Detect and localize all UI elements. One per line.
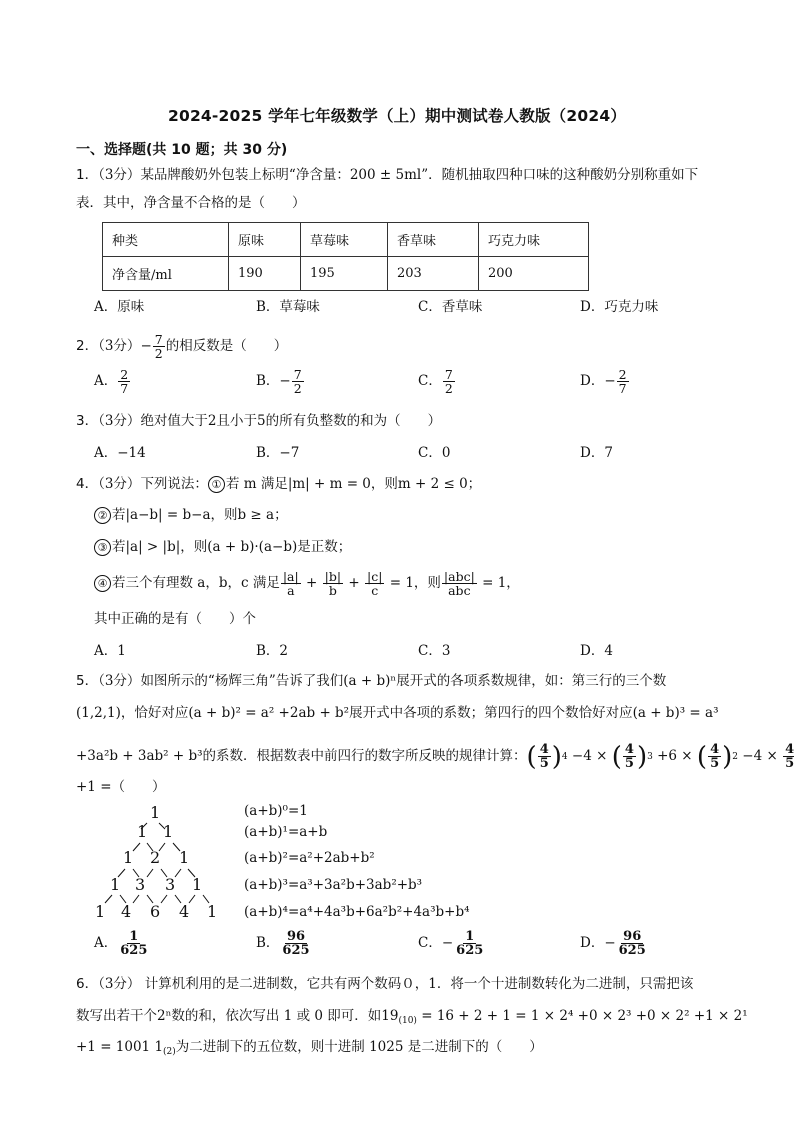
q6-number: 6． [76, 976, 99, 992]
triangle-number: 4 [121, 902, 132, 921]
q1-number: 1． [76, 167, 99, 183]
numerator: 1 [465, 929, 475, 944]
triangle-number: 1 [163, 822, 174, 841]
q6-score: （3分） [98, 976, 141, 992]
q5-option-a[interactable] [94, 930, 150, 957]
q6-line1 [76, 975, 693, 993]
triangle-number: 6 [150, 902, 161, 921]
formula-row: (a+b)¹=a+b [244, 824, 328, 840]
option-label: B． [256, 373, 280, 389]
table-cell: 203 [388, 257, 479, 291]
numerator: 2 [120, 367, 129, 382]
triangle-number: 3 [165, 875, 176, 894]
numerator: 1 [129, 929, 139, 944]
option-sign: − [441, 935, 454, 951]
q1-line2: 表．其中，净含量不合格的是（ ） [76, 195, 306, 211]
q2-line [76, 333, 287, 360]
q1-option-d[interactable]: D．巧克力味 [580, 299, 659, 315]
formula-row: (a+b)²=a²+2ab+b² [244, 850, 375, 866]
q4-option-c[interactable]: C．3 [418, 643, 451, 659]
statement-text: 若三个有理数 a，b，c 满足 [112, 575, 280, 591]
triangle-number: 1 [207, 902, 218, 921]
q3-line [76, 412, 441, 430]
q2-stem-sign: − [140, 338, 152, 354]
triangle-number: 1 [137, 822, 148, 841]
q4-s4: ④ 若三个有理数 a，b，c 满足 $\frac{|a|}{a}$ + $\frac{|b|}{b}$ + $\frac{|c|}{c}$ = 1，则 $\frac{\text{|abc|}}{\text{abc}}$ = 1， [94, 568, 520, 598]
section-title: 一、选择题(共 10 题；共 30 分) [76, 142, 288, 158]
option-sign: − [604, 373, 616, 389]
denominator: c [371, 583, 379, 598]
numerator: 7 [154, 332, 163, 347]
q6-line3-text: 为二进制下的五位数，则十进制 1025 是二进制下的（ ） [175, 1039, 543, 1055]
option-label: B． [256, 935, 280, 951]
expr-term: ( $\frac{4}{5}$ ) 2 [696, 741, 739, 772]
q2-stem-fraction [153, 333, 165, 360]
table-cell: 香草味 [388, 223, 479, 257]
q3-score: （3分） [98, 413, 141, 429]
option-label: C． [418, 935, 442, 951]
triangle-number: 1 [179, 848, 190, 867]
q6-line2 [76, 1007, 748, 1025]
numerator: |a| [282, 569, 299, 584]
denominator: 2 [154, 346, 163, 361]
q1-option-b[interactable]: B．草莓味 [256, 299, 320, 315]
q4-option-a[interactable]: A．1 [94, 643, 126, 659]
denominator: b [328, 583, 337, 598]
q4-option-b[interactable]: B．2 [256, 643, 289, 659]
table-cell: 195 [301, 257, 388, 291]
q1-line1 [76, 166, 698, 184]
option-label: D． [580, 935, 605, 951]
denominator: 625 [456, 943, 484, 958]
q3-stem: 绝对值大于2且小于5的所有负整数的和为（ ） [140, 413, 442, 429]
option-fraction [443, 368, 455, 395]
q6-line2-text: 数写出若干个2ⁿ数的和，依次写出 1 或 0 即可．如19 [76, 1008, 399, 1024]
denominator: 7 [120, 381, 129, 396]
q6-stem: 计算机利用的是二进制数，它共有两个数码０，1．将一个十进制数转化为二进制，只需把该 [140, 976, 694, 992]
q3-option-b[interactable]: B．−7 [256, 445, 300, 461]
statement-text: = 1， [477, 575, 520, 591]
circled-three-icon: ③ [94, 539, 111, 556]
q1-score: （3分） [98, 167, 141, 183]
q1-option-a[interactable]: A．原味 [94, 299, 145, 315]
q5-line2: (1,2,1)，恰好对应(a + b)² = a² +2ab + b²展开式中各项的系数；第四行的四个数恰好对应(a + b)³ = a³ [76, 705, 719, 721]
numerator: 96 [623, 929, 642, 944]
q4-number: 4． [76, 476, 99, 492]
q4-s2 [94, 506, 288, 524]
page-title: 2024-2025 学年七年级数学（上）期中测试卷人教版（2024） [167, 107, 627, 125]
q5-stem: 如图所示的“杨辉三角”告诉了我们(a + b)ⁿ展开式的各项系数规律，如：第三行的三个数 [140, 673, 667, 689]
q1-stem: 某品牌酸奶外包装上标明“净含量：200 ± 5ml”．随机抽取四种口味的这种酸奶分别称重如下 [140, 167, 699, 183]
table-cell: 种类 [103, 223, 229, 257]
q4-s3 [94, 538, 351, 556]
option-sign: − [604, 935, 616, 951]
triangle-number: 1 [123, 848, 134, 867]
numerator: 2 [618, 367, 627, 382]
q4-score: （3分） [98, 476, 141, 492]
denominator: 625 [618, 943, 646, 958]
q2-stem-text: 的相反数是（ ） [165, 338, 288, 354]
q5-option-b[interactable] [256, 930, 313, 957]
fraction [281, 570, 301, 597]
option-label: D． [580, 373, 605, 389]
circled-four-icon: ④ [94, 575, 111, 592]
option-fraction [280, 930, 311, 957]
formula-row: (a+b)⁴=a⁴+4a³b+6a²b²+4a³b+b⁴ [244, 904, 470, 920]
formula-row: (a+b)⁰=1 [244, 803, 308, 819]
q1-table [102, 222, 589, 291]
option-label: C． [418, 373, 442, 389]
denominator: 2 [444, 381, 453, 396]
expr-term: ( $\frac{4}{5}$ ) 4 [526, 741, 568, 772]
subscript: (10) [398, 1016, 417, 1026]
q4-line1 [76, 475, 481, 493]
q3-number: 3． [76, 413, 99, 429]
q5-score: （3分） [98, 673, 141, 689]
yang-hui-triangle [95, 803, 235, 923]
numerator: |b| [324, 569, 342, 584]
fraction [323, 570, 343, 597]
triangle-number: 1 [192, 875, 203, 894]
numerator: 96 [286, 929, 306, 944]
option-label: A． [94, 373, 118, 389]
table-cell: 净含量/ml [103, 257, 229, 291]
denominator: 7 [618, 381, 627, 396]
triangle-number: 4 [179, 902, 190, 921]
statement-text: 若|a−b| = b−a，则b ≥ a； [112, 507, 288, 523]
fraction [365, 570, 384, 597]
statement-text: = 1，则 [385, 575, 441, 591]
q4-s1 [208, 476, 481, 492]
option-fraction [292, 368, 304, 395]
circled-one-icon: ① [208, 476, 225, 493]
q5-option-c[interactable] [418, 930, 486, 957]
triangle-number: 3 [135, 875, 146, 894]
option-fraction [454, 930, 485, 957]
denominator: 625 [282, 943, 310, 958]
q5-line1 [76, 672, 666, 690]
q4-intro: 下列说法： [140, 476, 208, 492]
table-row [103, 223, 589, 257]
q4-ask: 其中正确的是有（ ）个 [94, 611, 256, 627]
table-row [103, 257, 589, 291]
q6-line2-text: = 16 + 2 + 1 = 1 × 2⁴ +0 × 2³ +0 × 2² +1 × 2¹ [416, 1008, 748, 1024]
q1-option-c[interactable]: C．香草味 [418, 299, 483, 315]
numerator: |c| [366, 569, 383, 584]
q2-option-b[interactable] [256, 368, 305, 395]
q5-line4: +1 =（ ） [76, 779, 166, 795]
table-cell: 190 [229, 257, 301, 291]
option-fraction [617, 368, 629, 395]
subscript: (2) [163, 1047, 176, 1057]
q2-number: 2． [76, 338, 99, 354]
q6-line3 [76, 1038, 543, 1056]
triangle-number: 2 [150, 848, 161, 867]
triangle-number: 1 [110, 875, 121, 894]
q2-option-c[interactable] [418, 368, 456, 395]
q5-number: 5． [76, 673, 99, 689]
expr-term: ( $\frac{4}{5}$ ) 3 [611, 741, 653, 772]
denominator: a [287, 583, 295, 598]
triangle-number: 1 [150, 803, 161, 822]
table-cell: 原味 [229, 223, 301, 257]
formula-row: (a+b)³=a³+3a²b+3ab²+b³ [244, 877, 423, 893]
q3-option-d[interactable]: D．7 [580, 445, 613, 461]
q2-score: （3分） [98, 338, 141, 354]
q5-option-d[interactable] [580, 930, 649, 957]
denominator: 625 [120, 943, 148, 958]
table-cell: 草莓味 [301, 223, 388, 257]
numerator: 7 [444, 367, 453, 382]
q3-option-a[interactable]: A．−14 [94, 445, 146, 461]
statement-text: 若 m 满足|m| + m = 0，则m + 2 ≤ 0； [225, 476, 482, 492]
option-fraction [617, 930, 648, 957]
triangle-number: 1 [95, 902, 106, 921]
q6-line3-text: +1 = 1001 1 [76, 1039, 164, 1055]
q4-option-d[interactable]: D．4 [580, 643, 613, 659]
option-label: A． [94, 935, 118, 951]
table-cell: 200 [479, 257, 589, 291]
circled-two-icon: ② [94, 507, 111, 524]
q2-option-a[interactable] [94, 368, 131, 395]
fraction [442, 570, 477, 597]
triangle-lines [95, 803, 235, 923]
option-fraction [118, 368, 130, 395]
expr-term: $\frac{4}{5}$ [783, 743, 794, 770]
q2-option-d[interactable] [580, 368, 630, 395]
denominator: 2 [293, 381, 302, 396]
q5-line3-text: +3a²b + 3ab² + b³的系数．根据数表中前四行的数字所反映的规律计算： [76, 748, 527, 764]
table-cell: 巧克力味 [479, 223, 589, 257]
numerator: |abc| [443, 569, 475, 584]
option-sign: − [279, 373, 291, 389]
q3-option-c[interactable]: C．0 [418, 445, 451, 461]
option-fraction [118, 930, 149, 957]
numerator: 7 [293, 367, 302, 382]
denominator: abc [448, 583, 471, 598]
q5-line3: +3a²b + 3ab² + b³的系数．根据数表中前四行的数字所反映的规律计算： ( $\frac{4}{5}$ ) 4 −4 × ( $\frac{4}{5}$ ) 3 +6 × ( $\frac{4}{5}$ ) 2 −4 × $\frac{4}{5}$ [76, 736, 794, 776]
statement-text: 若|a| > |b|，则(a + b)·(a−b)是正数； [112, 539, 352, 555]
